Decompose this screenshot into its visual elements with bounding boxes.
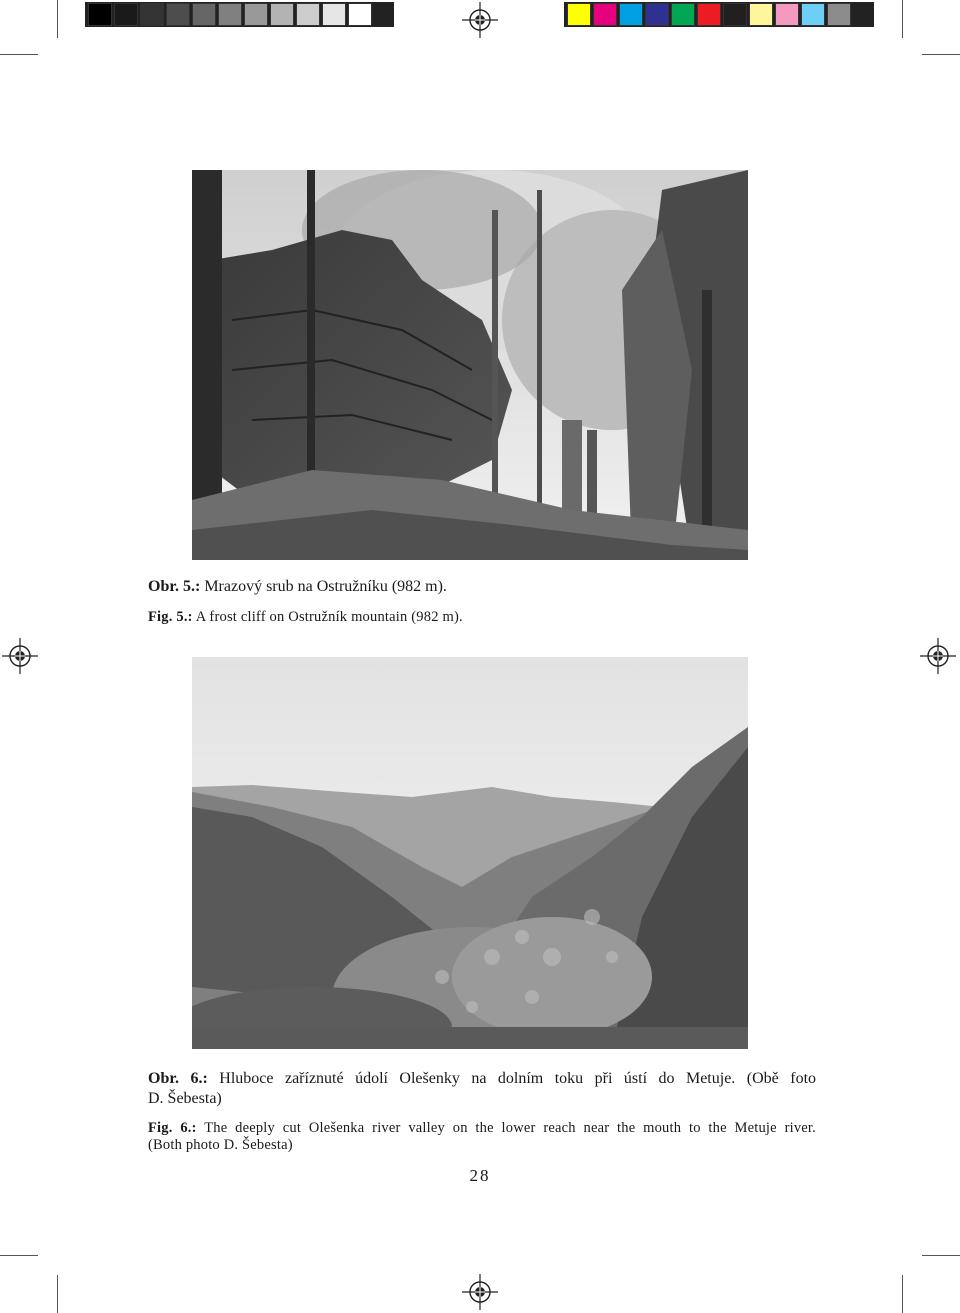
registration-mark-icon (462, 1274, 498, 1310)
figure5-caption-cz (148, 578, 447, 596)
figure5-label-cz: Obr. 5.: (148, 578, 201, 595)
registration-mark-icon (920, 638, 956, 674)
figure5-text-en: A frost cliff on Ostružník mountain (982 m). (195, 609, 463, 625)
gray-swatch (244, 3, 268, 26)
gray-swatch (348, 3, 372, 26)
gray-swatch (322, 3, 346, 26)
gray-swatch (218, 3, 242, 26)
figure6-caption-en-line2 (148, 1136, 293, 1154)
gray-swatch (296, 3, 320, 26)
valley-photo (192, 657, 748, 1049)
color-swatch (827, 3, 851, 26)
figure5-label-en: Fig. 5.: (148, 609, 193, 625)
gray-swatch (270, 3, 294, 26)
color-swatch (749, 3, 773, 26)
gray-swatch (166, 3, 190, 26)
color-swatch (775, 3, 799, 26)
crop-mark (902, 0, 903, 38)
figure6-caption-cz-line2 (148, 1090, 222, 1108)
color-swatch (671, 3, 695, 26)
crop-mark (57, 0, 58, 38)
figure5-caption-en (148, 608, 463, 626)
gray-swatch (140, 3, 164, 26)
crop-mark (0, 1255, 38, 1256)
figure6-label-cz: Obr. 6.: (148, 1070, 208, 1087)
crop-mark (0, 54, 38, 55)
color-swatch (801, 3, 825, 26)
gray-swatch (88, 3, 112, 26)
crop-mark (922, 54, 960, 55)
crop-mark (902, 1275, 903, 1313)
gray-scale-bar (85, 2, 394, 27)
gray-swatch (114, 3, 138, 26)
figure6-text-cz-line1: Hluboce zaříznuté údolí Olešenky na dolním toku při ústí do Metuje. (Obě foto (219, 1070, 817, 1087)
figure6-label-en: Fig. 6.: (148, 1120, 197, 1136)
registration-mark-icon (462, 2, 498, 38)
crop-mark (57, 1275, 58, 1313)
figure6-caption-en-line1 (148, 1119, 816, 1137)
color-swatch (697, 3, 721, 26)
color-swatch (567, 3, 591, 26)
color-swatch (619, 3, 643, 26)
crop-mark (922, 1255, 960, 1256)
registration-mark-icon (2, 638, 38, 674)
figure6-text-en-line1: The deeply cut Olešenka river valley on the lower reach near the mouth to the Metuje river. (204, 1120, 816, 1136)
figure5-text-cz: Mrazový srub na Ostružníku (982 m). (204, 578, 447, 595)
color-swatch (593, 3, 617, 26)
figure6-caption-cz-line1 (148, 1070, 816, 1088)
gray-swatch (192, 3, 216, 26)
frost-cliff-photo (192, 170, 748, 560)
color-calibration-bar (564, 2, 874, 27)
color-swatch (645, 3, 669, 26)
page-number: 28 (469, 1166, 491, 1185)
figure6-text-en-line2: (Both photo D. Šebesta) (148, 1137, 293, 1153)
figure6-text-cz-line2: D. Šebesta) (148, 1090, 222, 1107)
color-swatch (723, 3, 747, 26)
